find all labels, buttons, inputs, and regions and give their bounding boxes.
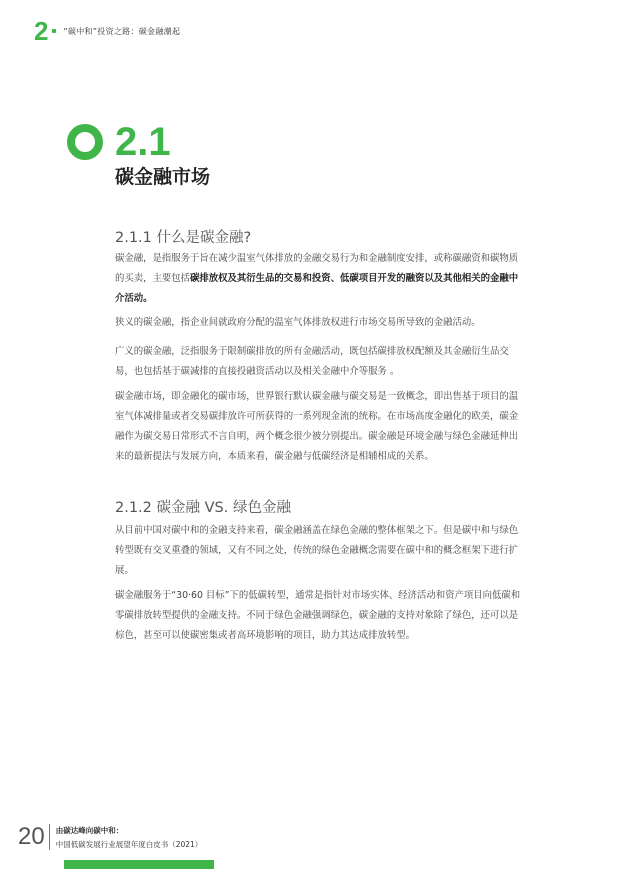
paragraph-broad-definition: 广义的碳金融，泛指服务于限制碳排放的所有金融活动，既包括碳排放权配额及其金融衍生品交易，也包括基于碳减排的直接投融资活动以及相关金融中介等服务 。 xyxy=(115,346,509,377)
section-heading xyxy=(67,122,171,162)
page-footer xyxy=(18,824,202,850)
subsection-heading-2: 2.1.2 碳金融 VS. 绿色金融 xyxy=(115,500,291,516)
section-title: 碳金融市场 xyxy=(115,166,211,188)
chapter-number: 2 xyxy=(34,16,49,46)
paragraph-carbon-finance-market: 碳金融市场，即金融化的碳市场，世界银行默认碳金融与碳交易是一致概念，即出售基于项目的温室气体减排量或者交易碳排放许可所获得的一系列现金流的统称。在市场高度金融化的欧美，碳金融作为碳交易日常形式不言自明，两个概念很少被分别提出。碳金融是环境金融与绿色金融延伸出来的最新提法与发展方向，本质来看，碳金融与低碳经济是相辅相成的关系。 xyxy=(115,391,519,462)
paragraph-definition-text: 碳金融，是指服务于旨在减少温室气体排放的金融交易行为和金融制度安排，或称碳融资和碳物质的买卖，主要包括 xyxy=(115,253,519,284)
header-dot-icon xyxy=(52,29,56,33)
paragraph-definition-emphasis: 碳排放权及其衍生品的交易和投资、低碳项目开发的融资以及其他相关的金融中介活动。 xyxy=(115,273,519,304)
running-header xyxy=(34,18,180,44)
footer-publication xyxy=(56,825,203,850)
page-number: 20 xyxy=(18,823,45,850)
running-title: “碳中和”投资之路：碳金融潮起 xyxy=(63,26,181,36)
section-number: 2.1 xyxy=(115,120,171,164)
footer-subtitle: 中国低碳发展行业展望年度白皮书（2021） xyxy=(55,839,203,849)
subsection-heading-1: 2.1.1 什么是碳金融? xyxy=(115,230,252,246)
footer-title: 由碳达峰向碳中和： xyxy=(55,825,124,835)
footer-divider xyxy=(49,824,50,850)
paragraph-support-framework: 从目前中国对碳中和的金融支持来看，碳金融涵盖在绿色金融的整体框架之下。但是碳中和与绿色转型既有交叉重叠的领域，又有不同之处，传统的绿色金融概念需要在碳中和的概念框架下进行扩展。 xyxy=(115,525,519,576)
paragraph-definition xyxy=(115,249,525,309)
bottom-accent-bar xyxy=(64,860,214,869)
paragraph-carbon-finance-service: 碳金融服务于“30·60 目标”下的低碳转型，通常是指针对市场实体、经济活动和资产项目向低碳和零碳排放转型提供的金融支持。不同于绿色金融强调绿色，碳金融的支持对象除了绿色，还可以是棕色，甚至可以使碳密集或者高环境影响的项目，助力其达成排放转型。 xyxy=(115,590,521,641)
ring-icon xyxy=(67,124,103,160)
paragraph-narrow-definition: 狭义的碳金融，指企业间就政府分配的温室气体排放权进行市场交易所导致的金融活动。 xyxy=(115,317,481,328)
